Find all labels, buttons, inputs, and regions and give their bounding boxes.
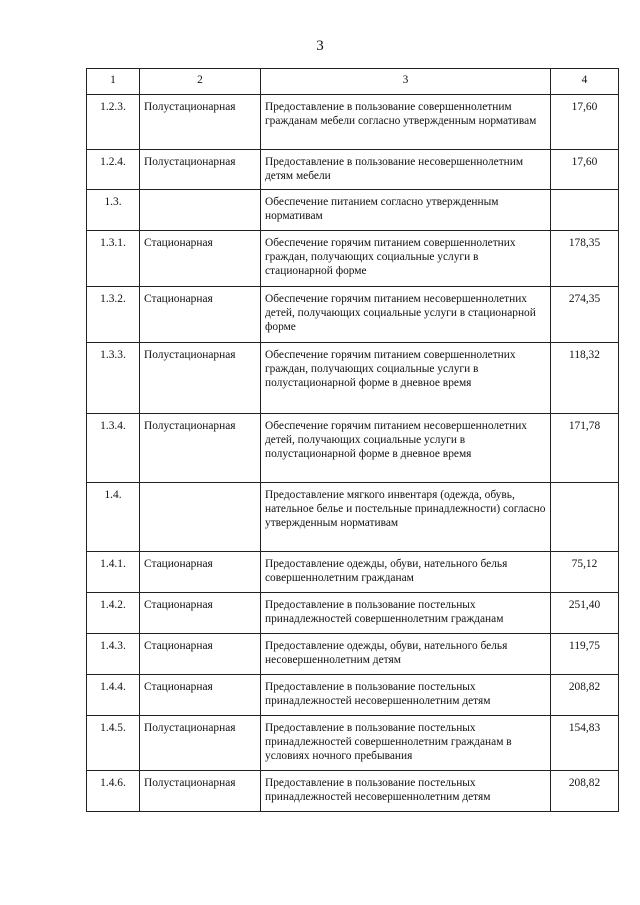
row-form: Стационарная	[140, 552, 261, 593]
header-col-2: 2	[140, 69, 261, 95]
row-description: Обеспечение горячим питанием совершеннолетних граждан, получающих социальные услуги в полустационарной форме в дневное время	[261, 343, 551, 414]
page-number: 3	[316, 38, 324, 54]
row-description: Предоставление одежды, обуви, нательного белья совершеннолетним гражданам	[261, 552, 551, 593]
row-number: 1.4.1.	[87, 552, 140, 593]
header-col-4: 4	[551, 69, 619, 95]
row-value: 17,60	[551, 150, 619, 190]
row-description: Предоставление в пользование совершеннолетним гражданам мебели согласно утвержденным нормативам	[261, 95, 551, 150]
row-form: Стационарная	[140, 675, 261, 716]
table-header-row	[87, 69, 619, 95]
row-value: 208,82	[551, 771, 619, 812]
row-number: 1.4.2.	[87, 593, 140, 634]
row-value: 75,12	[551, 552, 619, 593]
row-number: 1.2.4.	[87, 150, 140, 190]
table-row	[87, 95, 619, 150]
table-row	[87, 190, 619, 231]
row-description: Обеспечение горячим питанием несовершеннолетних детей, получающих социальные услуги в стационарной форме	[261, 287, 551, 343]
row-value: 17,60	[551, 95, 619, 150]
row-form: Полустационарная	[140, 343, 261, 414]
table-row	[87, 716, 619, 771]
table-row	[87, 150, 619, 190]
table-row	[87, 414, 619, 483]
row-number: 1.4.	[87, 483, 140, 552]
row-number: 1.3.3.	[87, 343, 140, 414]
row-value: 119,75	[551, 634, 619, 675]
row-number: 1.4.4.	[87, 675, 140, 716]
row-value	[551, 483, 619, 552]
row-value: 251,40	[551, 593, 619, 634]
row-number: 1.4.6.	[87, 771, 140, 812]
row-form: Стационарная	[140, 287, 261, 343]
row-value: 178,35	[551, 231, 619, 287]
row-value: 208,82	[551, 675, 619, 716]
row-form: Полустационарная	[140, 414, 261, 483]
row-number: 1.2.3.	[87, 95, 140, 150]
row-number: 1.3.1.	[87, 231, 140, 287]
row-number: 1.3.	[87, 190, 140, 231]
row-number: 1.3.4.	[87, 414, 140, 483]
header-col-1: 1	[87, 69, 140, 95]
row-form	[140, 190, 261, 231]
row-form: Полустационарная	[140, 716, 261, 771]
services-table	[86, 68, 619, 812]
table-row	[87, 552, 619, 593]
row-value: 171,78	[551, 414, 619, 483]
row-description: Обеспечение горячим питанием совершеннолетних граждан, получающих социальные услуги в стационарной форме	[261, 231, 551, 287]
row-number: 1.4.5.	[87, 716, 140, 771]
table-row	[87, 343, 619, 414]
row-description: Предоставление мягкого инвентаря (одежда, обувь, нательное белье и постельные принадлежности) согласно утвержденным нормативам	[261, 483, 551, 552]
table-row	[87, 675, 619, 716]
table-row	[87, 287, 619, 343]
row-number: 1.3.2.	[87, 287, 140, 343]
row-description: Предоставление в пользование постельных принадлежностей несовершеннолетним детям	[261, 771, 551, 812]
row-form	[140, 483, 261, 552]
row-description: Предоставление в пользование постельных принадлежностей совершеннолетним гражданам в условиях ночного пребывания	[261, 716, 551, 771]
row-description: Обеспечение питанием согласно утвержденным нормативам	[261, 190, 551, 231]
row-form: Полустационарная	[140, 150, 261, 190]
row-description: Предоставление в пользование постельных принадлежностей совершеннолетним гражданам	[261, 593, 551, 634]
table-row	[87, 634, 619, 675]
row-description: Предоставление в пользование постельных принадлежностей несовершеннолетним детям	[261, 675, 551, 716]
row-value: 118,32	[551, 343, 619, 414]
row-form: Полустационарная	[140, 771, 261, 812]
table-row	[87, 483, 619, 552]
row-form: Стационарная	[140, 634, 261, 675]
table-row	[87, 593, 619, 634]
row-number: 1.4.3.	[87, 634, 140, 675]
row-description: Предоставление в пользование несовершеннолетним детям мебели	[261, 150, 551, 190]
row-value: 154,83	[551, 716, 619, 771]
row-value	[551, 190, 619, 231]
table-row	[87, 771, 619, 812]
row-form: Стационарная	[140, 593, 261, 634]
row-form: Стационарная	[140, 231, 261, 287]
row-description: Предоставление одежды, обуви, нательного белья несовершеннолетним детям	[261, 634, 551, 675]
table-row	[87, 231, 619, 287]
row-value: 274,35	[551, 287, 619, 343]
row-description: Обеспечение горячим питанием несовершеннолетних детей, получающих социальные услуги в полустационарной форме в дневное время	[261, 414, 551, 483]
row-form: Полустационарная	[140, 95, 261, 150]
header-col-3: 3	[261, 69, 551, 95]
